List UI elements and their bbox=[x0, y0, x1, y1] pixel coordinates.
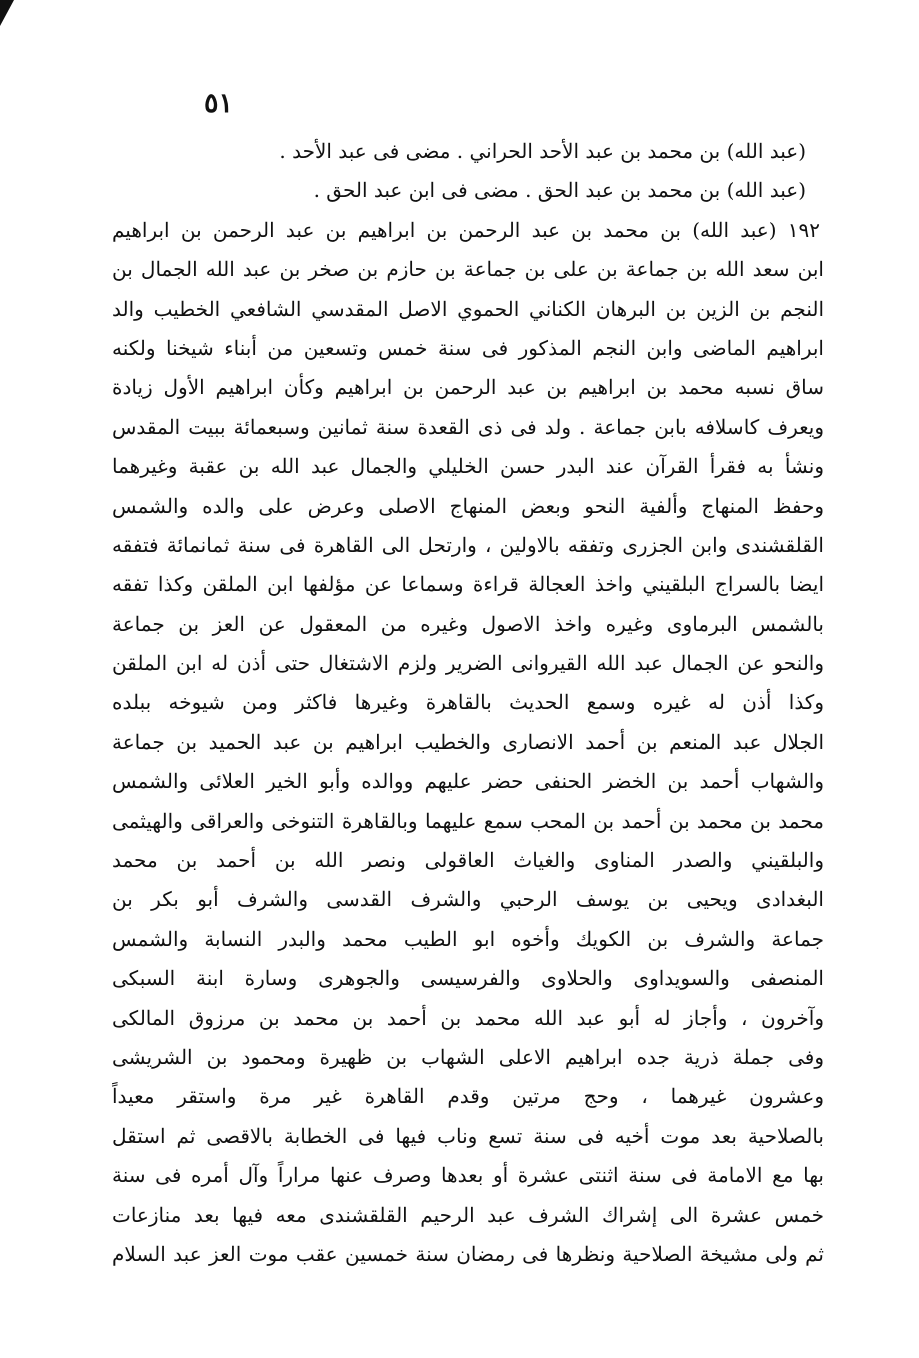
text-line: ثم ولى مشيخة الصلاحية ونظرها فى رمضان سنة خمسين عقب موت العز عبد السلام bbox=[112, 1241, 824, 1266]
text-line: ويعرف كاسلافه بابن جماعة . ولد فى ذى القعدة سنة ثمانين وسبعمائة ببيت المقدس bbox=[112, 414, 824, 439]
text-line: والبلقيني والصدر المناوى والغياث العاقولى ونصر الله بن أحمد بن محمد bbox=[112, 848, 824, 873]
text-line: النجم بن الزين بن البرهان الكناني الحموي الاصل المقدسي الشافعي الخطيب والد bbox=[112, 296, 824, 321]
text-line: بالشمس البرماوى وغيره واخذ الاصول وغيره من المعقول عن العز بن جماعة bbox=[112, 611, 824, 636]
page-corner-mark bbox=[0, 0, 14, 26]
text-line: البغدادى ويحيى بن يوسف الرحبي والشرف القدسى والشرف أبو بكر بن bbox=[112, 887, 824, 912]
text-line: المنصفى والسويداوى والحلاوى والفرسيسى والجوهرى وسارة ابنة السبكى bbox=[112, 966, 824, 991]
text-line: ابراهيم الماضى وابن النجم المذكور فى سنة خمس وتسعين من أبناء شيخنا ولكنه bbox=[112, 335, 824, 360]
text-line: خمس عشرة الى إشراك الشرف عبد الرحيم القلقشندى معه فيها بعد منازعات bbox=[112, 1202, 824, 1227]
text-line: وحفظ المنهاج وألفية النحو وبعض المنهاج الاصلى وعرض على والده والشمس bbox=[112, 493, 824, 518]
text-line: وآخرون ، وأجاز له أبو عبد الله محمد بن أحمد بن محمد بن مرزوق المالكى bbox=[112, 1005, 824, 1030]
text-line: وفى جملة ذرية جده ابراهيم الاعلى الشهاب بن ظهيرة ومحمود بن الشريشى bbox=[112, 1044, 824, 1069]
text-line: ونشأ به فقرأ القرآن عند البدر حسن الخليلي والجمال عبد الله بن عقبة وغيرهما bbox=[112, 454, 824, 479]
text-line: محمد بن محمد بن أحمد بن المحب سمع عليهما وبالقاهرة التنوخى والعراقى والهيثمى bbox=[112, 808, 824, 833]
text-line: (عبد الله) بن محمد بن عبد الحق . مضى فى ابن عبد الحق . bbox=[313, 178, 806, 203]
text-line: جماعة والشرف بن الكويك وأخوه ابو الطيب محمد والبدر النسابة والشمس bbox=[112, 926, 824, 951]
text-line: القلقشندى وابن الجزرى وتفقه بالاولين ، وارتحل الى القاهرة فى سنة ثمانمائة فتفقه bbox=[112, 532, 824, 557]
page-number: ٥١ bbox=[204, 88, 234, 119]
text-line: (عبد الله) بن محمد بن عبد الأحد الحراني . مضى فى عبد الأحد . bbox=[279, 139, 806, 163]
text-line: وكذا أذن له غيره وسمع الحديث بالقاهرة وغيرها فاكثر ومن شيوخه ببلده bbox=[112, 690, 824, 715]
body-text bbox=[112, 132, 824, 1274]
text-line: الجلال عبد المنعم بن أحمد الانصارى والخطيب ابراهيم بن عبد الحميد بن جماعة bbox=[112, 729, 824, 754]
text-line: بها مع الامامة فى سنة اثنتى عشرة أو بعدها وصرف عنها مراراً وآل أمره فى سنة bbox=[112, 1163, 824, 1188]
text-line: ايضا بالسراج البلقيني واخذ العجالة قراءة وسماعا عن مؤلفها ابن الملقن وكذا تفقه bbox=[112, 572, 824, 597]
text-line: ابن سعد الله بن جماعة بن على بن جماعة بن حازم بن صخر بن عبد الله الجمال بن bbox=[112, 257, 824, 282]
text-line: بالصلاحية بعد موت أخيه فى سنة تسع وناب فيها فى الخطابة بالاقصى ثم استقل bbox=[112, 1123, 824, 1148]
text-line: ١٩٢ (عبد الله) بن محمد بن عبد الرحمن بن ابراهيم بن عبد الرحمن بن ابراهيم bbox=[112, 217, 820, 242]
text-line: والنحو عن الجمال عبد الله القيروانى الضرير ولزم الاشتغال حتى أذن له ابن الملقن bbox=[112, 651, 824, 676]
text-line: والشهاب أحمد بن الخضر الحنفى حضر عليهم ووالده وأبو الخير العلائى والشمس bbox=[112, 769, 824, 794]
text-line: وعشرون غيرهما ، وحج مرتين وقدم القاهرة غير مرة واستقر معيداً bbox=[112, 1084, 824, 1109]
text-line: ساق نسبه محمد بن ابراهيم بن عبد الرحمن بن ابراهيم وكأن ابراهيم الأول زيادة bbox=[112, 375, 824, 400]
